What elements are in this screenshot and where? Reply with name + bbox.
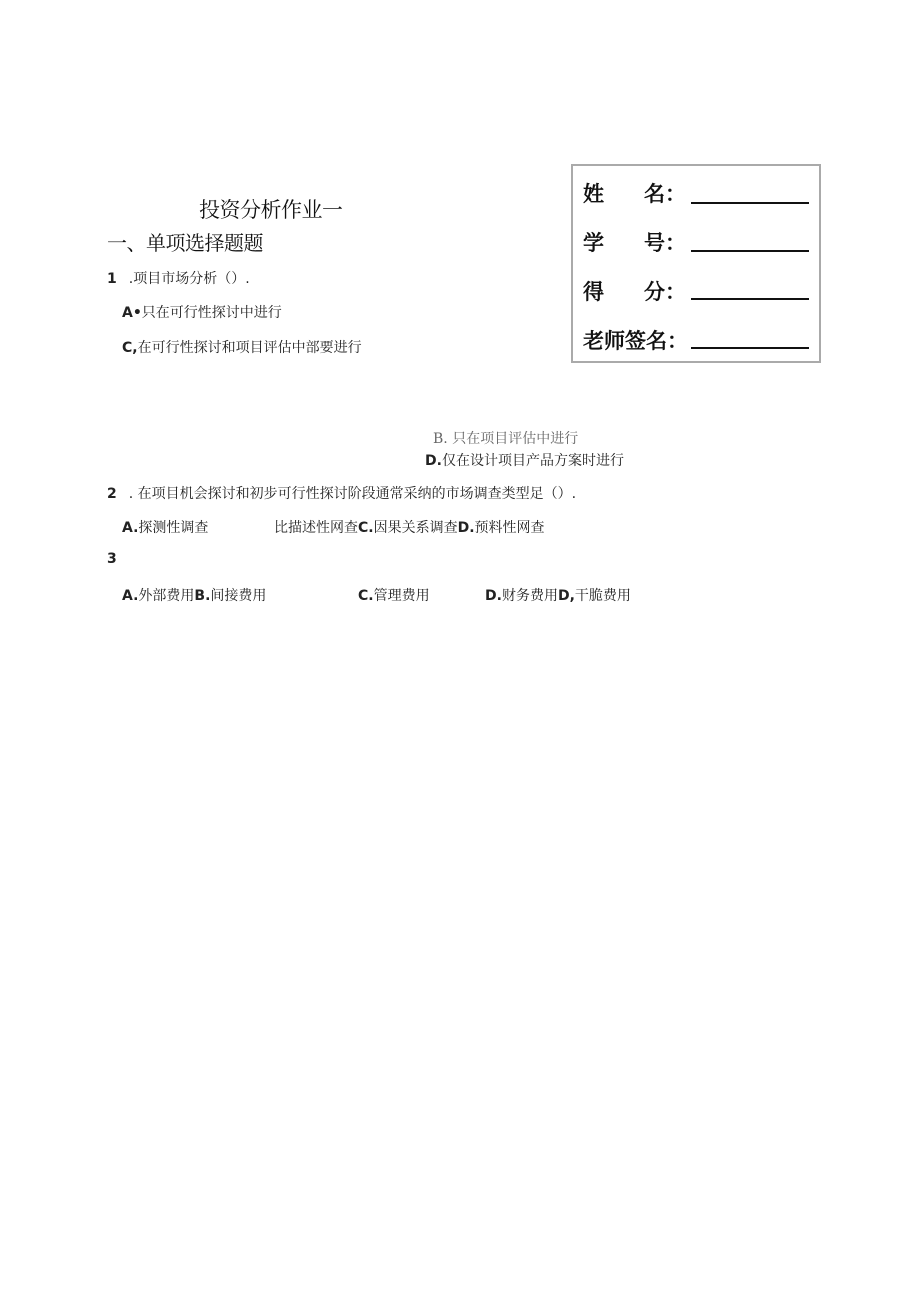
option-d-text: 预料性网查 bbox=[474, 520, 545, 536]
option-c-text: 管理费用 bbox=[373, 588, 430, 604]
option-b-text: 间接费用 bbox=[210, 588, 267, 604]
question-2 bbox=[107, 483, 576, 503]
student-id-row bbox=[583, 227, 686, 257]
option-letter: D. bbox=[485, 588, 502, 604]
option-text: 只在可行性探讨中进行 bbox=[141, 305, 282, 321]
teacher-label: 老师签名： bbox=[583, 329, 688, 353]
option-letter: A. bbox=[122, 520, 139, 536]
option-text: 探测性调查 bbox=[138, 520, 209, 536]
name-label-a: 姓 bbox=[583, 182, 604, 206]
question-3-options-ab[interactable] bbox=[122, 585, 266, 605]
question-1-option-b[interactable]: B. 只在项目评估中进行 bbox=[433, 431, 579, 447]
teacher-signature-row bbox=[583, 325, 688, 355]
option-a-text: 外部费用 bbox=[138, 588, 195, 604]
option-letter: D. bbox=[425, 453, 442, 469]
option-letter: A• bbox=[122, 305, 142, 321]
id-label-a: 学 bbox=[583, 231, 604, 255]
question-1 bbox=[107, 268, 250, 288]
option-letter: A. bbox=[122, 588, 139, 604]
teacher-signature-line[interactable] bbox=[691, 347, 809, 349]
name-label-b: 名： bbox=[644, 182, 686, 206]
option-text: 仅在设计项目产品方案时进行 bbox=[441, 453, 624, 469]
option-letter: C, bbox=[122, 340, 138, 356]
name-field-line[interactable] bbox=[691, 202, 809, 204]
score-label-b: 分： bbox=[644, 280, 686, 304]
question-3-options-de[interactable] bbox=[485, 585, 631, 605]
option-letter: C. bbox=[358, 520, 374, 536]
student-info-box bbox=[571, 164, 821, 363]
name-row bbox=[583, 178, 686, 208]
question-3-option-c[interactable] bbox=[358, 585, 430, 605]
id-label-b: 号： bbox=[644, 231, 686, 255]
option-c-text: 因果关系调查 bbox=[373, 520, 458, 536]
question-1-text: .项目市场分析（）. bbox=[128, 271, 250, 287]
option-text: 在可行性探讨和项目评估中部要进行 bbox=[137, 340, 362, 356]
question-1-number: 1 bbox=[107, 271, 117, 287]
question-2-text: . 在项目机会探讨和初步可行性探讨阶段通常采纳的市场调查类型足（）. bbox=[128, 486, 577, 502]
option-letter: C. bbox=[358, 588, 374, 604]
question-2-options-bcd[interactable] bbox=[274, 517, 545, 537]
question-2-option-a[interactable] bbox=[122, 517, 208, 537]
question-1-option-d[interactable] bbox=[425, 450, 624, 470]
student-id-field-line[interactable] bbox=[691, 250, 809, 252]
section-heading: 一、单项选择题题 bbox=[107, 231, 263, 255]
score-label-a: 得 bbox=[583, 280, 604, 304]
question-2-number: 2 bbox=[107, 486, 117, 502]
option-e-text: 干脆费用 bbox=[574, 588, 631, 604]
question-1-option-a[interactable] bbox=[122, 302, 282, 322]
option-d-text: 财务费用 bbox=[501, 588, 558, 604]
question-3 bbox=[107, 551, 129, 567]
score-row bbox=[583, 276, 686, 306]
option-letter: B. bbox=[194, 588, 211, 604]
question-1-option-c[interactable] bbox=[122, 337, 362, 357]
option-b-text: 比描述性网查 bbox=[274, 520, 358, 536]
question-3-number: 3 bbox=[107, 551, 117, 567]
document-title: 投资分析作业一 bbox=[199, 198, 343, 222]
option-letter: D. bbox=[457, 520, 475, 536]
option-letter: D, bbox=[557, 588, 575, 604]
score-field-line[interactable] bbox=[691, 298, 809, 300]
